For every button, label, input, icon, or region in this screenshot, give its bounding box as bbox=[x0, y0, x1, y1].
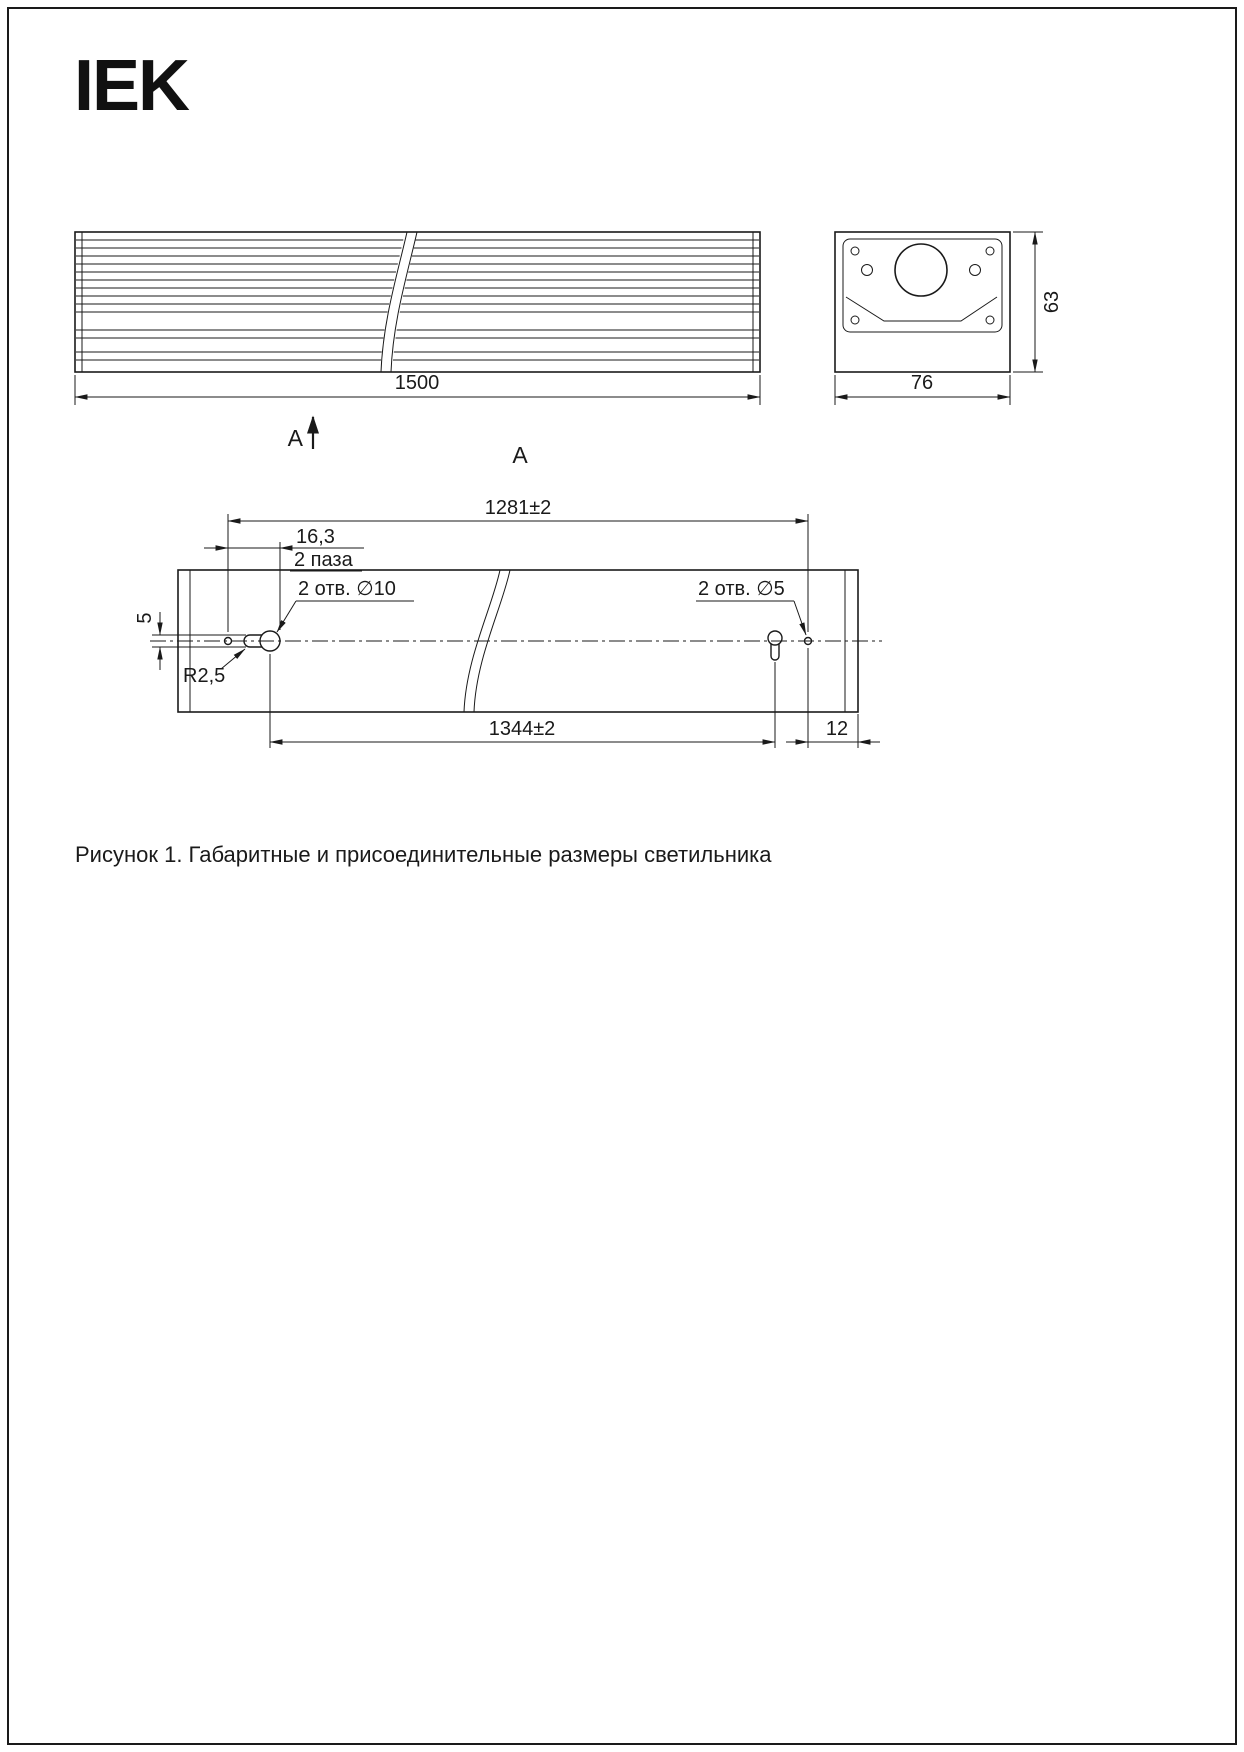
front-body-fill bbox=[75, 232, 760, 372]
screw-hole bbox=[851, 316, 859, 324]
hole-d10-right bbox=[768, 631, 782, 645]
dim-r2-5-label: R2,5 bbox=[183, 665, 226, 687]
dim-76 bbox=[835, 372, 1010, 405]
end-outline bbox=[835, 232, 1010, 372]
dim-12-label: 12 bbox=[825, 718, 849, 740]
cable-entry-hole bbox=[895, 244, 947, 296]
dim-76-label: 76 bbox=[910, 372, 934, 394]
dim-63 bbox=[1013, 232, 1063, 372]
end-view bbox=[835, 232, 1063, 405]
screw-hole bbox=[986, 316, 994, 324]
dim-5-label: 5 bbox=[134, 612, 156, 624]
dim-63-label: 63 bbox=[1041, 290, 1063, 314]
mounting-plate bbox=[843, 239, 1002, 332]
note-slots-label: 2 паза bbox=[294, 549, 353, 571]
front-view bbox=[75, 228, 760, 451]
note-holes-d10-label: 2 отв. ∅10 bbox=[298, 578, 396, 600]
dim-1344-label: 1344±2 bbox=[488, 718, 556, 740]
side-hole-left bbox=[862, 265, 873, 276]
dim-1281-label: 1281±2 bbox=[484, 497, 552, 519]
screw-hole bbox=[986, 247, 994, 255]
section-view bbox=[134, 442, 882, 748]
dim-1500-label: 1500 bbox=[394, 372, 440, 394]
side-hole-right bbox=[970, 265, 981, 276]
iek-logo: IEK bbox=[74, 46, 189, 126]
bracket-profile bbox=[846, 297, 997, 321]
dim-16-3-label: 16,3 bbox=[296, 526, 335, 548]
figure-caption: Рисунок 1. Габаритные и присоединительные размеры светильника bbox=[75, 842, 772, 867]
section-title: A bbox=[512, 442, 528, 468]
dim-1500 bbox=[75, 372, 760, 405]
section-cut-letter: A bbox=[287, 425, 303, 451]
note-holes-d5-label: 2 отв. ∅5 bbox=[698, 578, 785, 600]
screw-hole bbox=[851, 247, 859, 255]
section-cut-arrow bbox=[288, 417, 313, 451]
